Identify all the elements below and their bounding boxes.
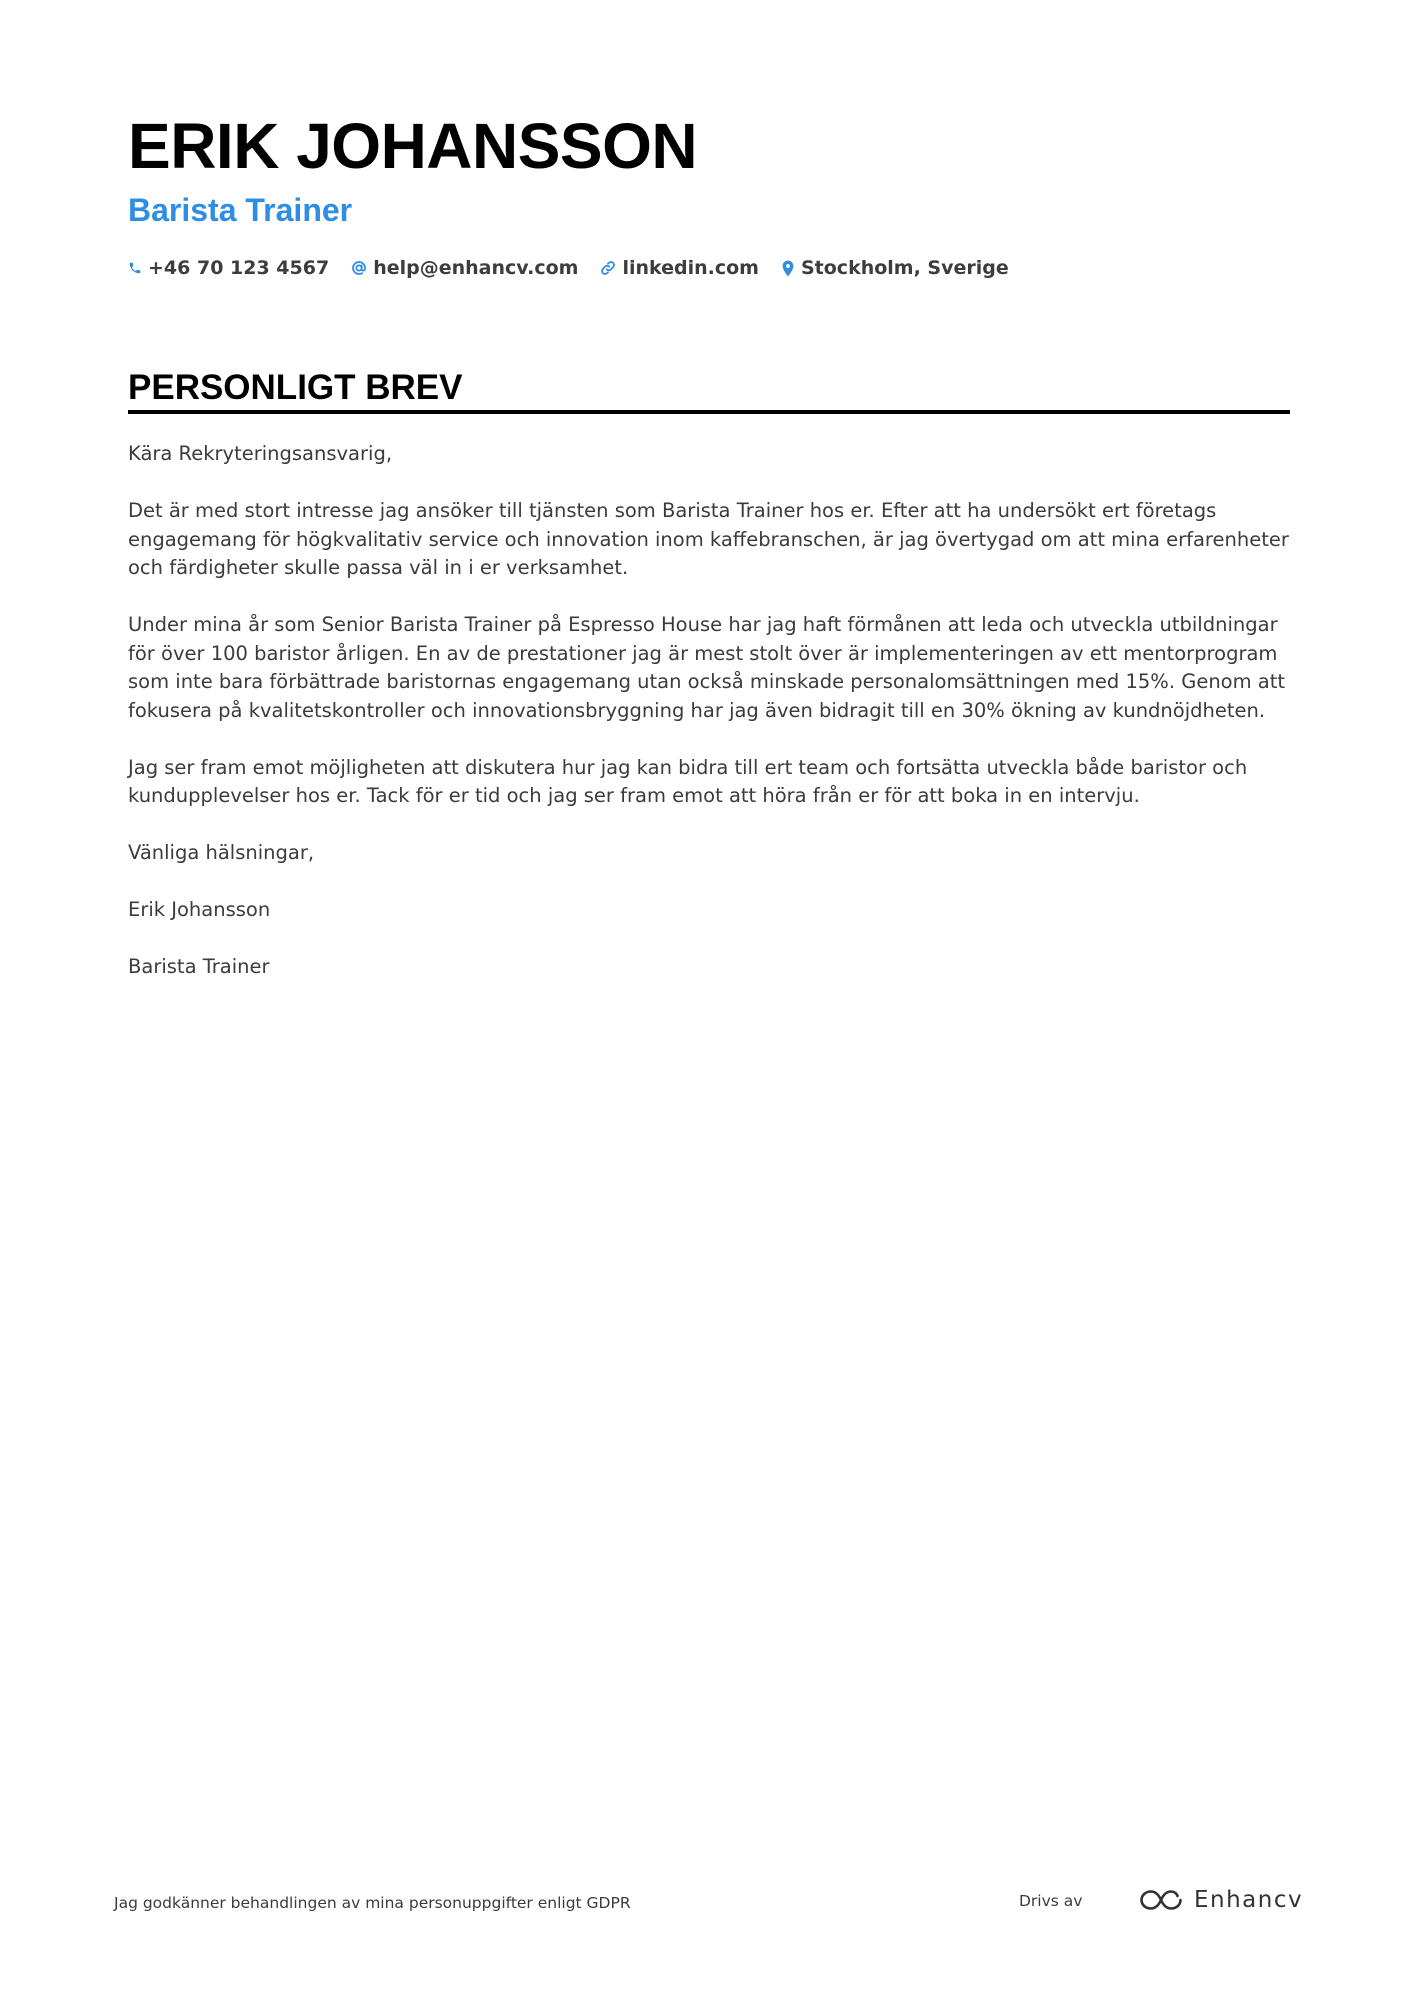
- enhancv-logo-icon: [1138, 1887, 1184, 1913]
- candidate-name: ERIK JOHANSSON: [128, 110, 698, 182]
- contact-phone-text: +46 70 123 4567: [148, 257, 330, 279]
- at-icon: [351, 260, 367, 276]
- candidate-job-title: Barista Trainer: [128, 192, 353, 228]
- link-icon: [600, 260, 616, 276]
- section-title: PERSONLIGT BREV: [128, 368, 463, 407]
- section-divider: [128, 410, 1290, 414]
- contact-linkedin[interactable]: [600, 257, 759, 279]
- location-pin-icon: [781, 260, 795, 277]
- letter-body: [128, 440, 1290, 1010]
- contact-phone[interactable]: [128, 257, 329, 279]
- phone-icon: [128, 261, 142, 275]
- signature-name: Erik Johansson: [128, 898, 271, 921]
- contact-location: [781, 257, 1009, 279]
- letter-closing: Vänliga hälsningar,: [128, 841, 315, 864]
- contact-linkedin-text: linkedin.com: [622, 257, 759, 279]
- contact-email[interactable]: [351, 257, 578, 279]
- letter-paragraph: Under mina år som Senior Barista Trainer på Espresso House har jag haft förmånen att leda och utveckla utbildningar för över 100 baristor årligen. En av de prestationer jag är mest stolt över är implementeringen av ett mentorprogram som inte bara förbättrade baristornas engagemang utan också minskade personalomsättningen med 15%. Genom att fokusera på kvalitetskontroller och innovationsbryggning har jag även bidragit till en 30% ökning av kundnöjdheten.: [128, 613, 1286, 722]
- contact-bar: [128, 254, 1031, 282]
- contact-email-text: help@enhancv.com: [373, 257, 579, 279]
- letter-paragraph: Det är med stort intresse jag ansöker till tjänsten som Barista Trainer hos er. Efter att ha undersökt ert företags engagemang för högkvalitativ service och innovation inom kaffebranschen, är jag övertygad om att mina erfarenheter och färdigheter skulle passa väl in i er verksamhet.: [128, 499, 1289, 579]
- letter-greeting: Kära Rekryteringsansvarig,: [128, 442, 393, 465]
- signature-title: Barista Trainer: [128, 955, 270, 978]
- gdpr-consent-text: Jag godkänner behandlingen av mina personuppgifter enligt GDPR: [114, 1894, 631, 1912]
- contact-location-text: Stockholm, Sverige: [800, 257, 1009, 279]
- letter-paragraph: Jag ser fram emot möjligheten att diskutera hur jag kan bidra till ert team och fortsätta utveckla både baristor och kundupplevelser hos er. Tack för er tid och jag ser fram emot att höra från er för att boka in en intervju.: [128, 755, 1248, 807]
- enhancv-brand-name: Enhancv: [1194, 1887, 1304, 1913]
- powered-by-label: Drivs av: [1019, 1892, 1083, 1910]
- enhancv-logo[interactable]: [1138, 1880, 1303, 1920]
